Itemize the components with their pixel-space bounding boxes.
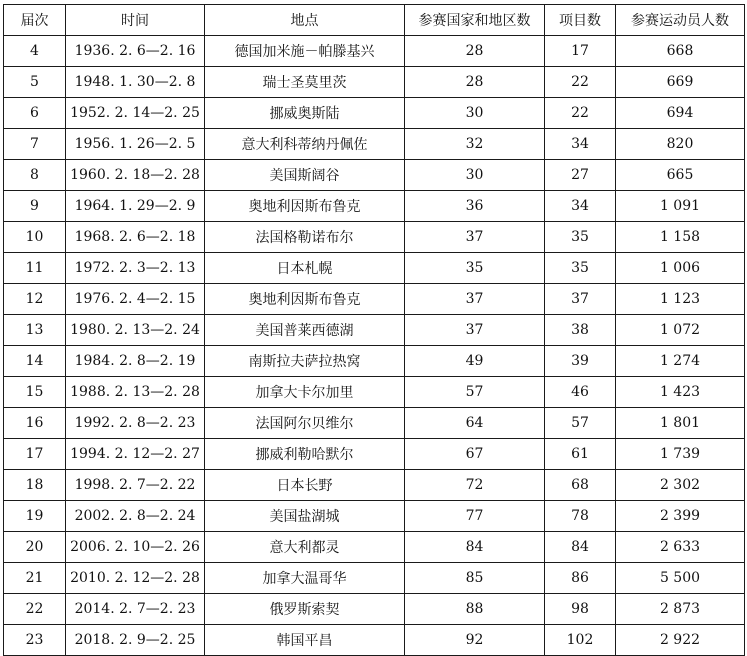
header-events: 项目数 <box>545 5 616 36</box>
cell-edition: 16 <box>4 408 66 439</box>
cell-athletes: 2 873 <box>616 594 745 625</box>
table-row <box>4 625 745 656</box>
cell-dates: 1972. 2. 3—2. 13 <box>66 253 205 284</box>
cell-edition: 15 <box>4 377 66 408</box>
cell-edition: 9 <box>4 191 66 222</box>
table-row <box>4 315 745 346</box>
cell-dates: 1936. 2. 6—2. 16 <box>66 36 205 67</box>
cell-edition: 17 <box>4 439 66 470</box>
table-row <box>4 501 745 532</box>
cell-nations: 35 <box>405 253 545 284</box>
cell-edition: 22 <box>4 594 66 625</box>
cell-dates: 2002. 2. 8—2. 24 <box>66 501 205 532</box>
cell-dates: 1988. 2. 13—2. 28 <box>66 377 205 408</box>
cell-athletes: 1 739 <box>616 439 745 470</box>
cell-dates: 1968. 2. 6—2. 18 <box>66 222 205 253</box>
cell-nations: 77 <box>405 501 545 532</box>
cell-nations: 57 <box>405 377 545 408</box>
cell-nations: 32 <box>405 129 545 160</box>
cell-location: 德国加米施－帕滕基兴 <box>205 36 405 67</box>
cell-events: 22 <box>545 67 616 98</box>
cell-nations: 72 <box>405 470 545 501</box>
cell-location: 日本札幌 <box>205 253 405 284</box>
cell-edition: 8 <box>4 160 66 191</box>
cell-events: 35 <box>545 222 616 253</box>
table-row <box>4 408 745 439</box>
cell-dates: 1976. 2. 4—2. 15 <box>66 284 205 315</box>
cell-events: 68 <box>545 470 616 501</box>
cell-nations: 30 <box>405 160 545 191</box>
cell-dates: 1952. 2. 14—2. 25 <box>66 98 205 129</box>
table-row <box>4 470 745 501</box>
cell-location: 意大利都灵 <box>205 532 405 563</box>
cell-nations: 49 <box>405 346 545 377</box>
cell-dates: 1964. 1. 29—2. 9 <box>66 191 205 222</box>
table-row <box>4 129 745 160</box>
header-athletes: 参赛运动员人数 <box>616 5 745 36</box>
cell-athletes: 2 302 <box>616 470 745 501</box>
cell-events: 78 <box>545 501 616 532</box>
cell-dates: 2010. 2. 12—2. 28 <box>66 563 205 594</box>
cell-location: 美国斯阔谷 <box>205 160 405 191</box>
cell-dates: 1992. 2. 8—2. 23 <box>66 408 205 439</box>
cell-dates: 2006. 2. 10—2. 26 <box>66 532 205 563</box>
cell-athletes: 1 423 <box>616 377 745 408</box>
winter-olympics-table <box>3 4 745 656</box>
table-row <box>4 160 745 191</box>
cell-edition: 6 <box>4 98 66 129</box>
cell-nations: 84 <box>405 532 545 563</box>
cell-location: 南斯拉夫萨拉热窝 <box>205 346 405 377</box>
cell-location: 意大利科蒂纳丹佩佐 <box>205 129 405 160</box>
cell-events: 34 <box>545 129 616 160</box>
cell-events: 27 <box>545 160 616 191</box>
cell-events: 22 <box>545 98 616 129</box>
cell-edition: 19 <box>4 501 66 532</box>
cell-nations: 92 <box>405 625 545 656</box>
cell-dates: 1948. 1. 30—2. 8 <box>66 67 205 98</box>
cell-nations: 28 <box>405 67 545 98</box>
cell-athletes: 1 091 <box>616 191 745 222</box>
cell-dates: 2018. 2. 9—2. 25 <box>66 625 205 656</box>
table-row <box>4 67 745 98</box>
table-row <box>4 563 745 594</box>
cell-athletes: 5 500 <box>616 563 745 594</box>
cell-events: 84 <box>545 532 616 563</box>
cell-nations: 36 <box>405 191 545 222</box>
cell-events: 57 <box>545 408 616 439</box>
cell-athletes: 2 922 <box>616 625 745 656</box>
cell-location: 挪威奥斯陆 <box>205 98 405 129</box>
cell-edition: 18 <box>4 470 66 501</box>
header-edition: 届次 <box>4 5 66 36</box>
cell-athletes: 1 801 <box>616 408 745 439</box>
cell-edition: 5 <box>4 67 66 98</box>
table-row <box>4 284 745 315</box>
cell-location: 加拿大温哥华 <box>205 563 405 594</box>
cell-nations: 37 <box>405 222 545 253</box>
cell-events: 35 <box>545 253 616 284</box>
table-row <box>4 98 745 129</box>
cell-athletes: 1 123 <box>616 284 745 315</box>
cell-edition: 7 <box>4 129 66 160</box>
cell-dates: 2014. 2. 7—2. 23 <box>66 594 205 625</box>
header-dates: 时间 <box>66 5 205 36</box>
table-row <box>4 191 745 222</box>
cell-events: 61 <box>545 439 616 470</box>
cell-edition: 21 <box>4 563 66 594</box>
cell-athletes: 694 <box>616 98 745 129</box>
cell-dates: 1960. 2. 18—2. 28 <box>66 160 205 191</box>
cell-athletes: 665 <box>616 160 745 191</box>
cell-athletes: 2 399 <box>616 501 745 532</box>
header-nations: 参赛国家和地区数 <box>405 5 545 36</box>
header-location: 地点 <box>205 5 405 36</box>
cell-location: 俄罗斯索契 <box>205 594 405 625</box>
cell-athletes: 2 633 <box>616 532 745 563</box>
cell-dates: 1998. 2. 7—2. 22 <box>66 470 205 501</box>
cell-nations: 28 <box>405 36 545 67</box>
cell-events: 46 <box>545 377 616 408</box>
table-row <box>4 377 745 408</box>
table-row <box>4 253 745 284</box>
cell-athletes: 1 006 <box>616 253 745 284</box>
cell-edition: 11 <box>4 253 66 284</box>
table-row <box>4 36 745 67</box>
cell-events: 39 <box>545 346 616 377</box>
cell-athletes: 1 158 <box>616 222 745 253</box>
table-row <box>4 439 745 470</box>
table-header-row <box>4 5 745 36</box>
cell-edition: 14 <box>4 346 66 377</box>
cell-athletes: 820 <box>616 129 745 160</box>
cell-events: 17 <box>545 36 616 67</box>
cell-nations: 67 <box>405 439 545 470</box>
cell-location: 挪威利勒哈默尔 <box>205 439 405 470</box>
cell-location: 法国格勒诺布尔 <box>205 222 405 253</box>
cell-nations: 64 <box>405 408 545 439</box>
cell-dates: 1984. 2. 8—2. 19 <box>66 346 205 377</box>
cell-location: 韩国平昌 <box>205 625 405 656</box>
cell-location: 日本长野 <box>205 470 405 501</box>
cell-nations: 37 <box>405 315 545 346</box>
cell-nations: 88 <box>405 594 545 625</box>
winter-olympics-table-container <box>3 4 744 656</box>
cell-dates: 1956. 1. 26—2. 5 <box>66 129 205 160</box>
cell-events: 102 <box>545 625 616 656</box>
cell-edition: 23 <box>4 625 66 656</box>
cell-athletes: 668 <box>616 36 745 67</box>
cell-edition: 20 <box>4 532 66 563</box>
cell-events: 37 <box>545 284 616 315</box>
cell-edition: 12 <box>4 284 66 315</box>
cell-athletes: 669 <box>616 67 745 98</box>
table-row <box>4 222 745 253</box>
cell-location: 美国盐湖城 <box>205 501 405 532</box>
cell-dates: 1994. 2. 12—2. 27 <box>66 439 205 470</box>
cell-edition: 10 <box>4 222 66 253</box>
cell-edition: 4 <box>4 36 66 67</box>
table-row <box>4 346 745 377</box>
cell-athletes: 1 274 <box>616 346 745 377</box>
cell-nations: 85 <box>405 563 545 594</box>
table-row <box>4 532 745 563</box>
cell-events: 98 <box>545 594 616 625</box>
cell-location: 奥地利因斯布鲁克 <box>205 284 405 315</box>
cell-dates: 1980. 2. 13—2. 24 <box>66 315 205 346</box>
cell-nations: 30 <box>405 98 545 129</box>
cell-edition: 13 <box>4 315 66 346</box>
cell-location: 加拿大卡尔加里 <box>205 377 405 408</box>
table-row <box>4 594 745 625</box>
cell-events: 86 <box>545 563 616 594</box>
cell-location: 美国普莱西德湖 <box>205 315 405 346</box>
cell-location: 法国阿尔贝维尔 <box>205 408 405 439</box>
cell-events: 38 <box>545 315 616 346</box>
cell-athletes: 1 072 <box>616 315 745 346</box>
cell-nations: 37 <box>405 284 545 315</box>
cell-location: 瑞士圣莫里茨 <box>205 67 405 98</box>
cell-location: 奥地利因斯布鲁克 <box>205 191 405 222</box>
cell-events: 34 <box>545 191 616 222</box>
